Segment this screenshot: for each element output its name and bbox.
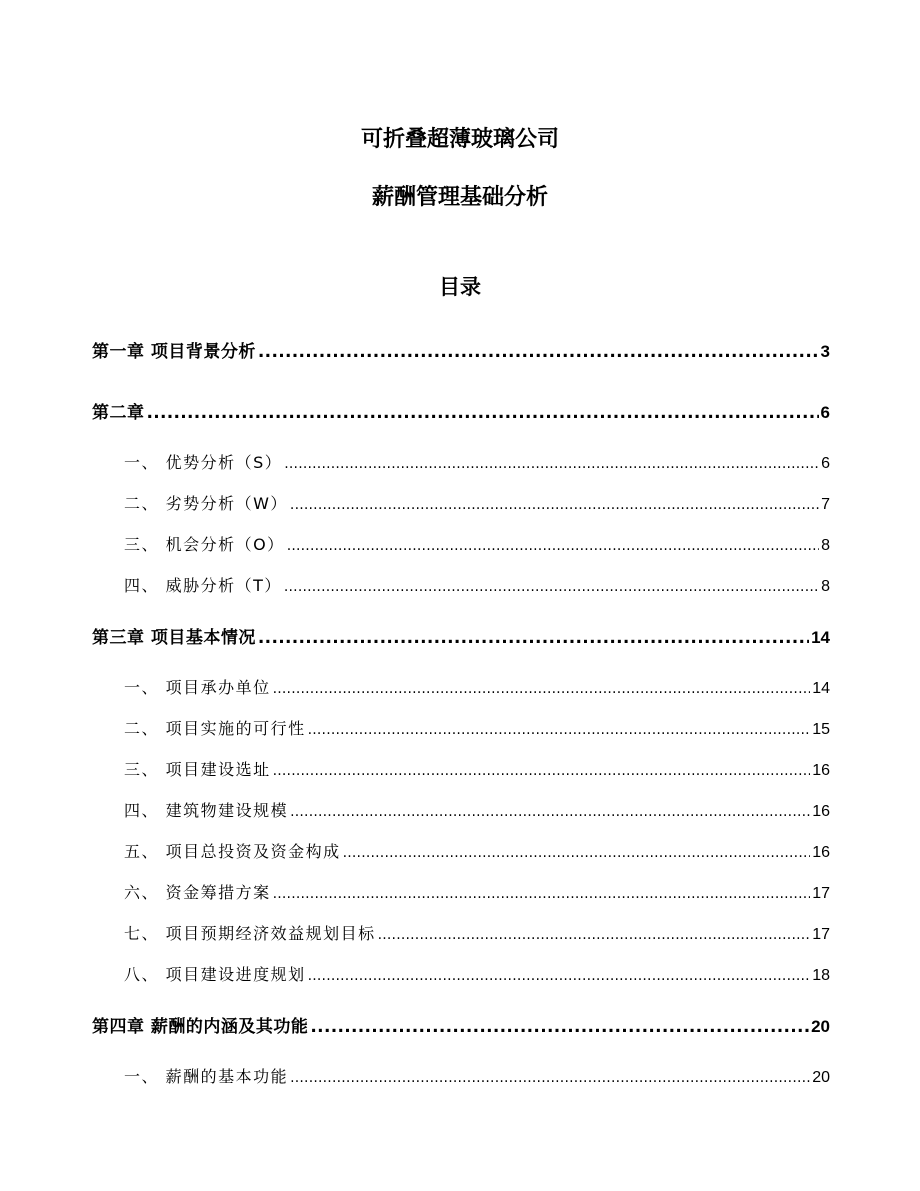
toc-entry-label: 二、 项目实施的可行性 xyxy=(124,719,306,738)
toc-page-number: 14 xyxy=(811,628,830,647)
toc-entry-section[interactable] xyxy=(92,491,830,514)
toc-entry-chapter-4[interactable] xyxy=(92,1012,830,1037)
toc-dot-leader xyxy=(287,538,819,554)
company-title: 可折叠超薄玻璃公司 xyxy=(360,127,559,152)
toc-entry-section[interactable] xyxy=(92,675,830,698)
toc-page-number: 16 xyxy=(812,803,830,820)
toc-entry-label: 四、 威胁分析（T） xyxy=(124,576,282,595)
toc-entry-section[interactable] xyxy=(92,798,830,821)
toc-dot-leader xyxy=(308,968,811,984)
toc-entry-label: 二、 劣势分析（W） xyxy=(124,494,288,513)
toc-entry-chapter-2[interactable] xyxy=(92,398,830,423)
toc-page-number: 15 xyxy=(812,721,830,738)
toc-entry-label: 八、 项目建设进度规划 xyxy=(124,965,306,984)
toc-dot-leader xyxy=(273,763,811,779)
toc-entry-label: 第三章 项目基本情况 xyxy=(92,628,256,648)
document-title: 薪酬管理基础分析 xyxy=(371,185,548,210)
toc-entry-label: 一、 薪酬的基本功能 xyxy=(124,1067,289,1086)
toc-page-number: 14 xyxy=(812,680,830,697)
toc-entry-section[interactable] xyxy=(92,532,830,555)
toc-dot-leader xyxy=(308,722,811,738)
toc-entry-label: 第四章 薪酬的内涵及其功能 xyxy=(92,1017,309,1037)
toc-entry-label: 七、 项目预期经济效益规划目标 xyxy=(124,924,376,943)
toc-page-number: 17 xyxy=(812,926,830,943)
toc-dot-leader xyxy=(273,886,811,902)
toc-dot-leader xyxy=(147,403,819,423)
toc-dot-leader xyxy=(273,681,811,697)
toc-page-number: 17 xyxy=(812,885,830,902)
toc-entry-label: 一、 项目承办单位 xyxy=(124,678,271,697)
toc-page-number: 20 xyxy=(811,1017,830,1036)
toc-entry-section[interactable] xyxy=(92,450,830,473)
toc-entry-label: 六、 资金筹措方案 xyxy=(124,883,271,902)
toc-entry-label: 三、 项目建设选址 xyxy=(124,760,271,779)
toc-dot-leader xyxy=(258,342,819,362)
toc-dot-leader xyxy=(310,1017,809,1037)
toc-entry-section[interactable] xyxy=(92,880,830,903)
toc-page-number: 20 xyxy=(812,1069,830,1086)
toc-dot-leader xyxy=(284,579,819,595)
toc-page-number: 8 xyxy=(821,537,830,554)
toc-dot-leader xyxy=(343,845,811,861)
toc-page-number: 6 xyxy=(820,403,830,422)
toc-heading: 目录 xyxy=(439,275,481,299)
toc-page-number: 8 xyxy=(821,578,830,595)
toc-entry-section[interactable] xyxy=(92,1064,830,1087)
toc-page-number: 18 xyxy=(812,967,830,984)
toc-entry-chapter-3[interactable] xyxy=(92,623,830,648)
toc-entry-section[interactable] xyxy=(92,573,830,596)
toc-entry-label: 一、 优势分析（S） xyxy=(124,453,283,472)
toc-dot-leader xyxy=(284,456,819,472)
toc-entry-label: 三、 机会分析（O） xyxy=(124,535,285,554)
toc-entry-label: 第二章 xyxy=(92,403,145,423)
toc-dot-leader xyxy=(290,497,819,513)
toc-entry-label: 四、 建筑物建设规模 xyxy=(124,801,289,820)
toc-page-number: 3 xyxy=(820,342,830,361)
toc-entry-label: 第一章 项目背景分析 xyxy=(92,342,256,362)
toc-dot-leader xyxy=(290,1070,810,1086)
toc-entry-chapter-1[interactable] xyxy=(92,337,830,362)
toc-dot-leader xyxy=(290,804,810,820)
toc-dot-leader xyxy=(378,927,811,943)
toc-page-number: 16 xyxy=(812,762,830,779)
toc-entry-section[interactable] xyxy=(92,716,830,739)
toc-page-number: 16 xyxy=(812,844,830,861)
toc-page-number: 7 xyxy=(821,496,830,513)
toc-entry-section[interactable] xyxy=(92,757,830,780)
toc-entry-section[interactable] xyxy=(92,921,830,944)
toc-dot-leader xyxy=(258,628,809,648)
toc-page-number: 6 xyxy=(821,455,830,472)
toc-entry-label: 五、 项目总投资及资金构成 xyxy=(124,842,341,861)
toc-entry-section[interactable] xyxy=(92,962,830,985)
toc-entry-section[interactable] xyxy=(92,839,830,862)
